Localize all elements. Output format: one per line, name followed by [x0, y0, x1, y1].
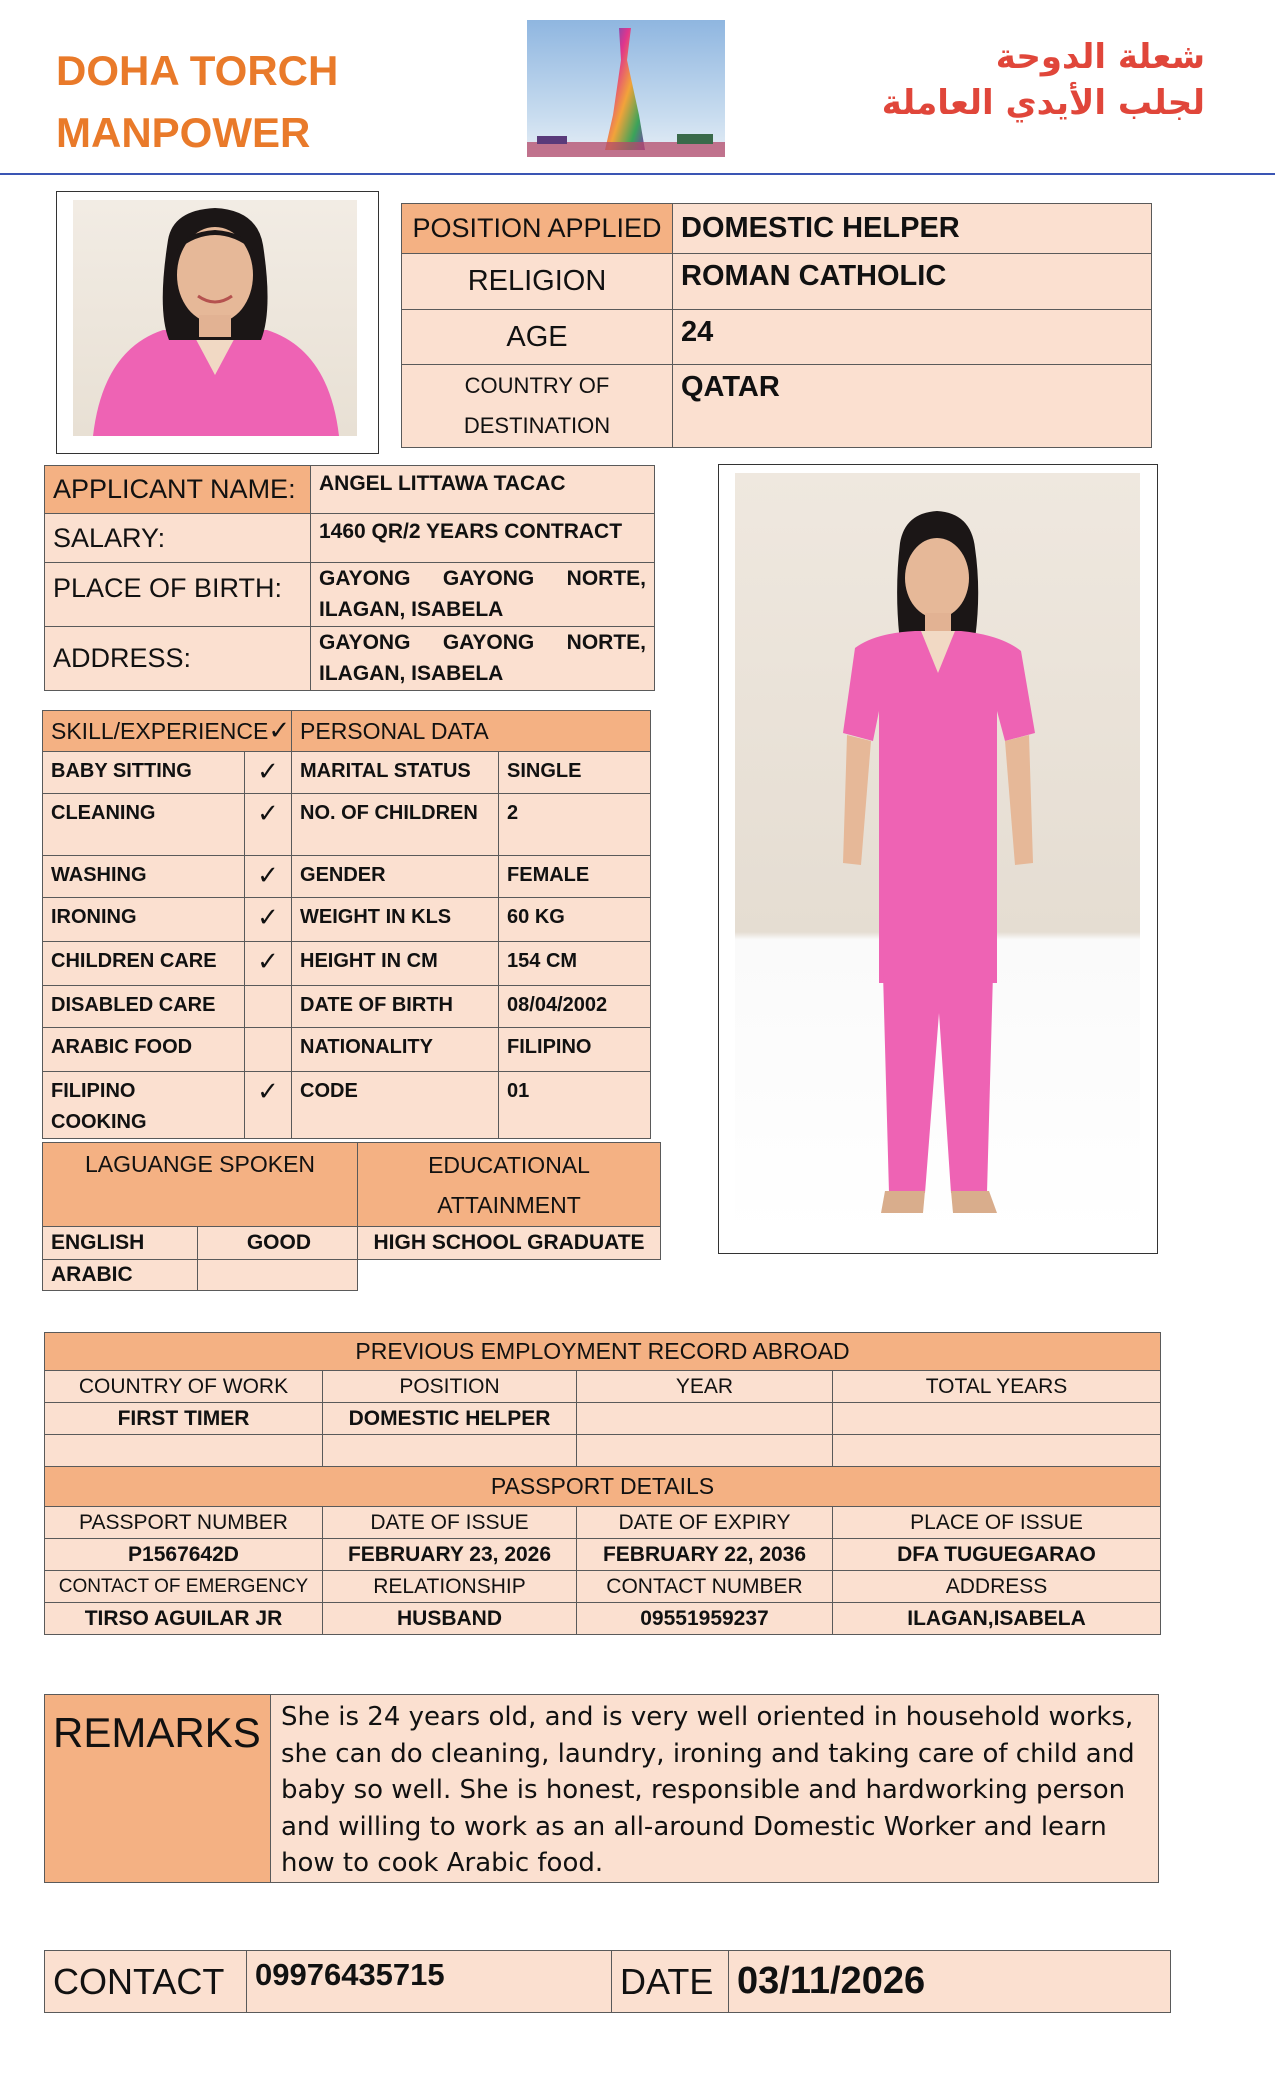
remarks-table — [44, 1694, 1159, 1883]
emergency-col-number: CONTACT NUMBER — [577, 1571, 833, 1603]
personal-field-label: MARITAL STATUS — [292, 752, 499, 794]
employment-country-value: FIRST TIMER — [45, 1403, 323, 1435]
name-value: ANGEL LITTAWA TACAC — [311, 466, 655, 514]
personal-field-label: DATE OF BIRTH — [292, 986, 499, 1028]
language-name: ARABIC — [43, 1260, 198, 1291]
footer-row — [45, 1951, 1171, 2013]
position-row — [402, 204, 1152, 254]
age-row — [402, 310, 1152, 365]
personal-field-value: FEMALE — [499, 856, 651, 898]
employment-data-row — [45, 1403, 1161, 1435]
company-name — [56, 40, 396, 164]
arabic-name-line1: شعلة الدوحة — [995, 37, 1205, 77]
personal-data-header: PERSONAL DATA — [292, 711, 651, 752]
skill-name: CLEANING — [43, 794, 245, 856]
skills-personal-table — [42, 710, 651, 1139]
applicant-table — [44, 465, 655, 691]
emergency-contact-value: TIRSO AGUILAR JR — [45, 1603, 323, 1635]
header-divider — [0, 173, 1275, 175]
name-label: APPLICANT NAME: — [45, 466, 311, 514]
language-education-header-row — [43, 1143, 661, 1227]
employment-title-row — [45, 1333, 1161, 1371]
checkmark-icon — [245, 986, 292, 1028]
portrait-figure-icon — [73, 200, 357, 436]
religion-row — [402, 254, 1152, 310]
birthplace-line2: ILAGAN, ISABELA — [319, 598, 504, 621]
arabic-name-line2: لجلب الأيدي العاملة — [881, 83, 1205, 123]
personal-field-value: 154 CM — [499, 942, 651, 986]
skills-row — [43, 1072, 651, 1139]
age-label: AGE — [402, 310, 673, 365]
emergency-col-contact: CONTACT OF EMERGENCY — [45, 1571, 323, 1603]
employment-year-value — [577, 1403, 833, 1435]
passport-col-place: PLACE OF ISSUE — [833, 1507, 1161, 1539]
skills-row — [43, 942, 651, 986]
skills-header-label: SKILL/EXPERIENCE — [51, 718, 269, 744]
age-value: 24 — [673, 310, 1152, 365]
skill-name: IRONING — [43, 898, 245, 942]
destination-label-line1: COUNTRY OF — [464, 373, 610, 398]
employment-total-value — [833, 1403, 1161, 1435]
education-header — [358, 1143, 661, 1227]
destination-row — [402, 365, 1152, 448]
emergency-data-row — [45, 1603, 1161, 1635]
employment-header-row — [45, 1371, 1161, 1403]
language-header: LAGUANGE SPOKEN — [43, 1143, 358, 1227]
personal-field-value: SINGLE — [499, 752, 651, 794]
skill-name: BABY SITTING — [43, 752, 245, 794]
skills-row — [43, 856, 651, 898]
checkmark-icon: ✓ — [268, 715, 291, 745]
torch-logo — [527, 20, 725, 157]
skills-header — [43, 711, 292, 752]
passport-place-value: DFA TUGUEGARAO — [833, 1539, 1161, 1571]
employment-col-country: COUNTRY OF WORK — [45, 1371, 323, 1403]
emergency-relationship-value: HUSBAND — [323, 1603, 577, 1635]
personal-field-value: 2 — [499, 794, 651, 856]
passport-col-expiry: DATE OF EXPIRY — [577, 1507, 833, 1539]
portrait-photo — [56, 191, 379, 454]
language-row-arabic — [43, 1260, 661, 1291]
skills-row — [43, 986, 651, 1028]
personal-field-value: 60 KG — [499, 898, 651, 942]
passport-issue-value: FEBRUARY 23, 2026 — [323, 1539, 577, 1571]
personal-field-label: GENDER — [292, 856, 499, 898]
passport-header-row — [45, 1507, 1161, 1539]
contact-value: 09976435715 — [247, 1951, 612, 2013]
skill-name: FILIPINO COOKING — [43, 1072, 245, 1139]
employment-position-value: DOMESTIC HELPER — [323, 1403, 577, 1435]
position-table — [401, 203, 1152, 448]
checkmark-icon: ✓ — [245, 898, 292, 942]
personal-field-label: NO. OF CHILDREN — [292, 794, 499, 856]
checkmark-icon: ✓ — [245, 752, 292, 794]
personal-field-label: WEIGHT IN KLS — [292, 898, 499, 942]
footer-table — [44, 1950, 1171, 2013]
birthplace-value — [311, 563, 655, 627]
checkmark-icon: ✓ — [245, 1072, 292, 1139]
emergency-col-address: ADDRESS — [833, 1571, 1161, 1603]
date-value: 03/11/2026 — [729, 1951, 1171, 2013]
language-row-english — [43, 1227, 661, 1260]
passport-data-row — [45, 1539, 1161, 1571]
emergency-address-value: ILAGAN,ISABELA — [833, 1603, 1161, 1635]
skills-header-row — [43, 711, 651, 752]
name-row — [45, 466, 655, 514]
employment-col-total: TOTAL YEARS — [833, 1371, 1161, 1403]
employment-col-year: YEAR — [577, 1371, 833, 1403]
full-body-figure-icon — [735, 473, 1140, 1238]
empty-cell — [577, 1435, 833, 1467]
skills-row — [43, 1028, 651, 1072]
position-value: DOMESTIC HELPER — [673, 204, 1152, 254]
empty-cell — [833, 1435, 1161, 1467]
skills-row — [43, 794, 651, 856]
religion-label: RELIGION — [402, 254, 673, 310]
birthplace-row — [45, 563, 655, 627]
empty-cell — [323, 1435, 577, 1467]
salary-label: SALARY: — [45, 514, 311, 563]
passport-number-value: P1567642D — [45, 1539, 323, 1571]
education-value: HIGH SCHOOL GRADUATE — [358, 1227, 661, 1260]
education-header-line1: EDUCATIONAL — [428, 1151, 590, 1178]
salary-row — [45, 514, 655, 563]
remarks-row — [45, 1695, 1159, 1883]
passport-col-number: PASSPORT NUMBER — [45, 1507, 323, 1539]
contact-label: CONTACT — [45, 1951, 247, 2013]
employment-title: PREVIOUS EMPLOYMENT RECORD ABROAD — [45, 1333, 1161, 1371]
skills-row — [43, 898, 651, 942]
destination-value: QATAR — [673, 365, 1152, 448]
empty-cell — [45, 1435, 323, 1467]
personal-field-value: FILIPINO — [499, 1028, 651, 1072]
skill-name: WASHING — [43, 856, 245, 898]
address-line2: ILAGAN, ISABELA — [319, 662, 504, 685]
skill-name: CHILDREN CARE — [43, 942, 245, 986]
skill-name: DISABLED CARE — [43, 986, 245, 1028]
checkmark-icon: ✓ — [245, 856, 292, 898]
checkmark-icon — [245, 1028, 292, 1072]
language-education-table — [42, 1142, 661, 1291]
destination-label — [402, 365, 673, 448]
birthplace-line1: GAYONG GAYONG NORTE, — [319, 567, 646, 590]
position-label: POSITION APPLIED — [402, 204, 673, 254]
language-name: ENGLISH — [43, 1227, 198, 1260]
address-line1: GAYONG GAYONG NORTE, — [319, 631, 646, 654]
personal-field-label: CODE — [292, 1072, 499, 1139]
passport-expiry-value: FEBRUARY 22, 2036 — [577, 1539, 833, 1571]
personal-field-value: 01 — [499, 1072, 651, 1139]
company-name-line2: MANPOWER — [56, 109, 311, 156]
empty-cell — [358, 1260, 661, 1291]
employment-col-position: POSITION — [323, 1371, 577, 1403]
address-label: ADDRESS: — [45, 627, 311, 691]
passport-col-issue: DATE OF ISSUE — [323, 1507, 577, 1539]
skills-row — [43, 752, 651, 794]
language-level — [198, 1260, 358, 1291]
personal-field-value: 08/04/2002 — [499, 986, 651, 1028]
emergency-col-relationship: RELATIONSHIP — [323, 1571, 577, 1603]
remarks-text: She is 24 years old, and is very well oriented in household works, she can do cleaning, laundry, ironing and taking care of child and baby so well. She is honest, responsible and hardworking person and willing to work as an all-around Domestic Worker and learn how to cook Arabic food. — [271, 1695, 1159, 1883]
passport-title-row — [45, 1467, 1161, 1507]
education-header-line2: ATTAINMENT — [437, 1191, 581, 1218]
address-value — [311, 627, 655, 691]
language-level: GOOD — [198, 1227, 358, 1260]
personal-field-label: NATIONALITY — [292, 1028, 499, 1072]
remarks-label: REMARKS — [45, 1695, 271, 1883]
checkmark-icon: ✓ — [245, 794, 292, 856]
destination-label-line2: DESTINATION — [463, 413, 611, 438]
date-label: DATE — [612, 1951, 729, 2013]
skill-name: ARABIC FOOD — [43, 1028, 245, 1072]
employment-passport-table — [44, 1332, 1161, 1635]
salary-value: 1460 QR/2 YEARS CONTRACT — [311, 514, 655, 563]
personal-field-label: HEIGHT IN CM — [292, 942, 499, 986]
emergency-number-value: 09551959237 — [577, 1603, 833, 1635]
full-body-photo — [718, 464, 1158, 1254]
employment-empty-row — [45, 1435, 1161, 1467]
company-name-line1: DOHA TORCH — [56, 47, 339, 94]
torch-tower-icon — [527, 20, 725, 157]
religion-value: ROMAN CATHOLIC — [673, 254, 1152, 310]
birthplace-label: PLACE OF BIRTH: — [45, 563, 311, 627]
arabic-company-name — [745, 34, 1205, 126]
checkmark-icon: ✓ — [245, 942, 292, 986]
address-row — [45, 627, 655, 691]
emergency-header-row — [45, 1571, 1161, 1603]
passport-title: PASSPORT DETAILS — [45, 1467, 1161, 1507]
